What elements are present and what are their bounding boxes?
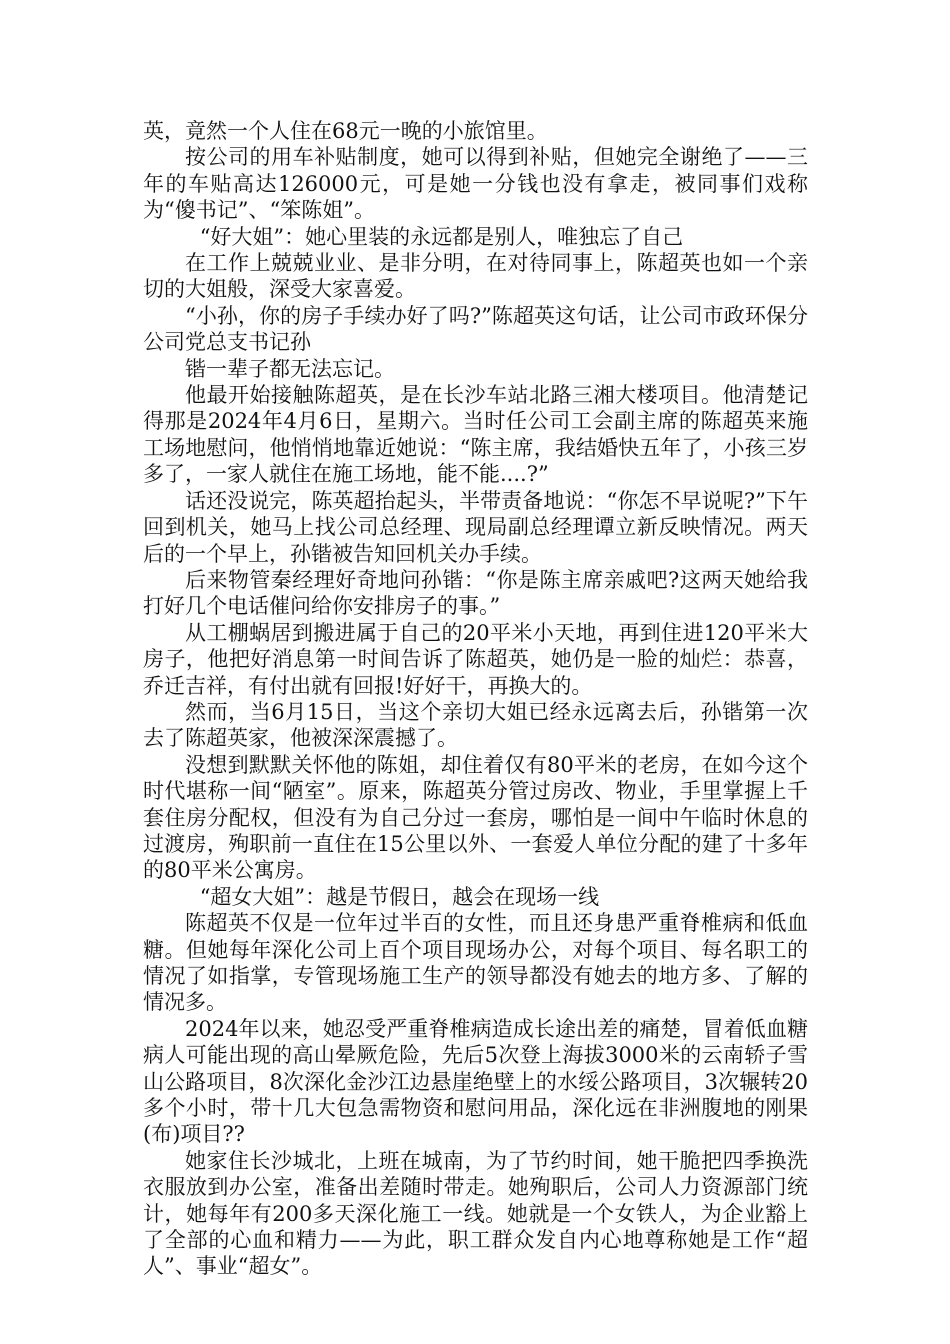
paragraph: 然而，当6月15日，当这个亲切大姐已经永远离去后，孙锴第一次去了陈超英家，他被深深震撼了。 — [143, 699, 808, 751]
paragraph: 在工作上兢兢业业、是非分明，在对待同事上，陈超英也如一个亲切的大姐般，深受大家喜爱。 — [143, 251, 808, 302]
paragraph: 她家住长沙城北，上班在城南，为了节约时间，她干脆把四季换洗衣服放到办公室，准备出差随时带走。她殉职后，公司人力资源部门统计，她每年有200多天深化施工一线。她就是一个女铁人，为企业豁上了全部的心血和精力——为此，职工群众发自内心地尊称她是工作“超人”、事业“超女”。 — [143, 1148, 808, 1279]
paragraph: “小孙，你的房子手续办好了吗?”陈超英这句话，让公司市政环保分公司党总支书记孙 — [143, 303, 808, 355]
section-heading: “好大姐”：她心里装的永远都是别人，唯独忘了自己 — [199, 224, 684, 249]
paragraph: 后来物管秦经理好奇地问孙锴：“你是陈主席亲戚吧?这两天她给我打好几个电话催问给你安排房子的事。” — [143, 567, 808, 619]
paragraph: 没想到默默关怀他的陈姐，却住着仅有80平米的老房，在如今这个时代堪称一间“陋室”。原来，陈超英分管过房改、物业，手里掌握上千套住房分配权，但没有为自己分过一套房，哪怕是一间中午临时休息的过渡房，殉职前一直住在15公里以外、一套爱人单位分配的建了十多年的80平米公寓房。 — [143, 752, 808, 883]
paragraph: 话还没说完，陈英超抬起头，半带责备地说：“你怎不早说呢?”下午回到机关，她马上找公司总经理、现局副总经理谭立新反映情况。两天后的一个早上，孙锴被告知回机关办手续。 — [143, 488, 808, 566]
paragraph: 陈超英不仅是一位年过半百的女性，而且还身患严重脊椎病和低血糖。但她每年深化公司上百个项目现场办公，对每个项目、每名职工的情况了如指掌，专管现场施工生产的领导都没有她去的地方多、了解的情况多。 — [143, 911, 808, 1015]
paragraph: 从工棚蜗居到搬进属于自己的20平米小天地，再到住进120平米大房子，他把好消息第一时间告诉了陈超英，她仍是一脸的灿烂：恭喜，乔迁吉祥，有付出就有回报!好好干，再换大的。 — [143, 620, 808, 698]
section-heading: “超女大姐”：越是节假日，越会在现场一线 — [199, 884, 600, 909]
paragraph: 2024年以来，她忍受严重脊椎病造成长途出差的痛楚，冒着低血糖病人可能出现的高山晕厥危险，先后5次登上海拔3000米的云南轿子雪山公路项目，8次深化金沙江边悬崖绝壁上的水绥公路项目，3次辗转20多个小时，带十几大包急需物资和慰问用品，深化远在非洲腹地的刚果(布)项目?? — [143, 1016, 808, 1147]
paragraph: 锴一辈子都无法忘记。 — [185, 356, 395, 381]
paragraph: 按公司的用车补贴制度，她可以得到补贴，但她完全谢绝了——三年的车贴高达126000元，可是她一分钱也没有拿走，被同事们戏称为“傻书记”、“笨陈姐”。 — [143, 145, 808, 223]
paragraph: 他最开始接触陈超英，是在长沙车站北路三湘大楼项目。他清楚记得那是2024年4月6日，星期六。当时任公司工会副主席的陈超英来施工场地慰问，他悄悄地靠近她说：“陈主席，我结婚快五年了，小孩三岁多了，一家人就住在施工场地，能不能....?” — [143, 383, 808, 487]
document-page — [143, 118, 808, 1280]
paragraph: 英，竟然一个人住在68元一晚的小旅馆里。 — [143, 119, 548, 143]
